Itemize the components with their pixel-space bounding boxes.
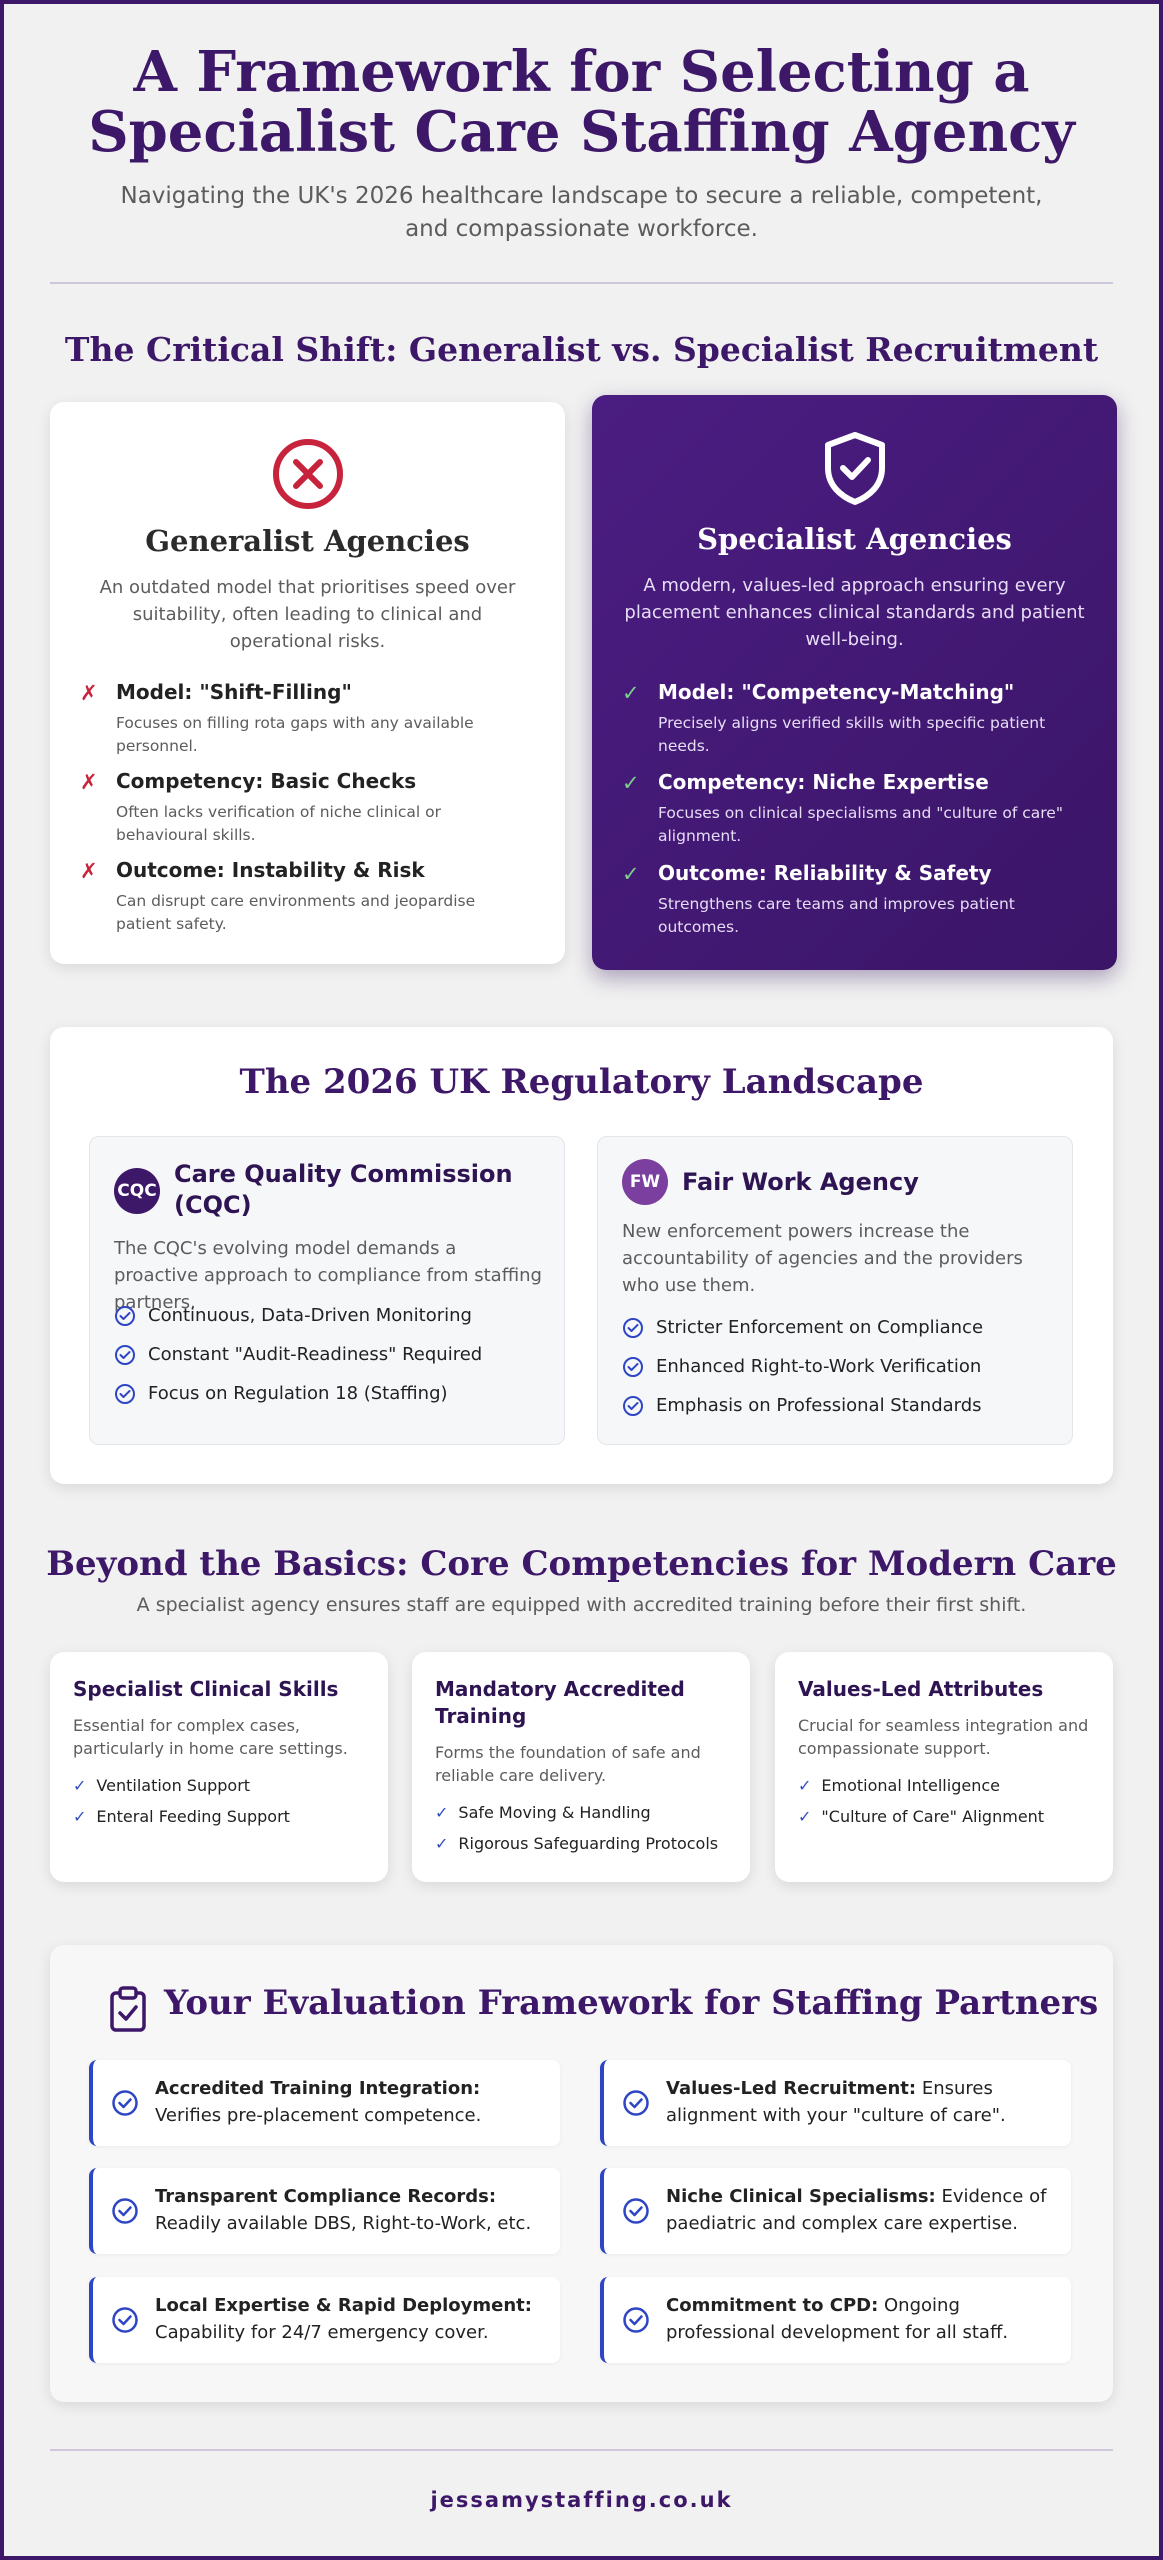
generalist-card — [50, 402, 565, 964]
feature-title: Model: "Shift-Filling" — [116, 680, 352, 704]
check-icon: ✓ — [73, 1807, 87, 1826]
cross-mark-icon: ✗ — [80, 681, 98, 705]
check-icon: ✓ — [73, 1776, 87, 1795]
evaluation-item: Local Expertise & Rapid Deployment: Capability for 24/7 emergency cover. — [89, 2277, 560, 2363]
check-circle-icon — [622, 2089, 650, 2117]
evaluation-section — [50, 1945, 1113, 2402]
divider — [50, 282, 1113, 284]
feature-title: Competency: Basic Checks — [116, 769, 417, 793]
evaluation-item: Values-Led Recruitment: Ensures alignment with your "culture of care". — [600, 2060, 1071, 2146]
evaluation-item: Commitment to CPD: Ongoing professional development for all staff. — [600, 2277, 1071, 2363]
feature-title: Competency: Niche Expertise — [658, 770, 989, 794]
competency-item: ✓ Ventilation Support — [73, 1776, 251, 1795]
fwa-description: New enforcement powers increase the accountability of agencies and the providers who use them. — [622, 1221, 1023, 1296]
feature-description: Can disrupt care environments and jeopardise patient safety. — [116, 892, 476, 933]
feature-description: Strengthens care teams and improves patient outcomes. — [658, 895, 1015, 936]
specialist-title: Specialist Agencies — [697, 522, 1012, 556]
x-circle-icon — [271, 437, 345, 515]
check-icon: ✓ — [798, 1807, 812, 1826]
check-circle-icon — [622, 1356, 644, 1378]
specialist-card — [592, 395, 1117, 970]
competency-card — [775, 1652, 1113, 1882]
competency-description: Essential for complex cases, particularly in home care settings. — [73, 1716, 348, 1758]
competency-item: ✓ Emotional Intelligence — [798, 1776, 1000, 1795]
cqc-panel: CQC Care Quality Commission (CQC) The CQC's evolving model demands a proactive approach to compliance from staffing partners. Continuous, Data-Driven Monitoring Constant "Audit-Readiness" Required Focus on Regulation 18 (Staffing) — [89, 1136, 565, 1445]
feature-description: Often lacks verification of niche clinical or behavioural skills. — [116, 803, 442, 844]
divider — [50, 2449, 1113, 2451]
check-icon: ✓ — [435, 1834, 449, 1853]
check-circle-icon — [111, 2089, 139, 2117]
check-circle-icon — [622, 2197, 650, 2225]
feature-description: Focuses on filling rota gaps with any available personnel. — [116, 714, 474, 755]
regulatory-section — [50, 1027, 1113, 1484]
fwa-badge: FW — [622, 1159, 668, 1205]
check-mark-icon: ✓ — [622, 681, 640, 705]
clipboard-check-icon — [108, 1985, 148, 2037]
feature-description: Focuses on clinical specialisms and "culture of care" alignment. — [658, 804, 1063, 845]
feature-title: Outcome: Reliability & Safety — [658, 861, 992, 885]
regulatory-title: The 2026 UK Regulatory Landscape — [239, 1062, 924, 1102]
cqc-badge: CQC — [114, 1168, 160, 1214]
competency-card — [412, 1652, 750, 1882]
cqc-name: Care Quality Commission (CQC) — [174, 1160, 513, 1219]
feature-description: Precisely aligns verified skills with specific patient needs. — [658, 714, 1046, 755]
check-circle-icon — [111, 2306, 139, 2334]
competency-item: ✓ Enteral Feeding Support — [73, 1807, 290, 1826]
shift-section-title: The Critical Shift: Generalist vs. Specialist Recruitment — [64, 330, 1099, 369]
evaluation-item: Transparent Compliance Records: Readily available DBS, Right-to-Work, etc. — [89, 2168, 560, 2254]
competency-description: Forms the foundation of safe and reliable care delivery. — [435, 1743, 701, 1785]
competencies-title: Beyond the Basics: Core Competencies for Modern Care — [46, 1544, 1117, 1584]
check-circle-icon — [111, 2197, 139, 2225]
competency-card — [50, 1652, 388, 1882]
page-title: A Framework for Selecting a Specialist Care Staffing Agency — [88, 39, 1075, 165]
feature-title: Outcome: Instability & Risk — [116, 858, 425, 882]
shield-check-icon — [822, 430, 888, 510]
feature-title: Model: "Competency-Matching" — [658, 680, 1015, 704]
generalist-title: Generalist Agencies — [145, 524, 470, 558]
check-icon: ✓ — [798, 1776, 812, 1795]
check-mark-icon: ✓ — [622, 771, 640, 795]
competency-item: ✓ Rigorous Safeguarding Protocols — [435, 1834, 719, 1853]
competency-title: Mandatory Accredited Training — [435, 1677, 685, 1728]
evaluation-item: Niche Clinical Specialisms: Evidence of paediatric and complex care expertise. — [600, 2168, 1071, 2254]
generalist-description: An outdated model that prioritises speed over suitability, often leading to clinical and operational risks. — [99, 577, 516, 652]
check-circle-icon — [114, 1305, 136, 1327]
check-circle-icon — [622, 1395, 644, 1417]
cross-mark-icon: ✗ — [80, 770, 98, 794]
competencies-subtitle: A specialist agency ensures staff are equipped with accredited training before their first shift. — [136, 1594, 1027, 1616]
check-mark-icon: ✓ — [622, 862, 640, 886]
competency-description: Crucial for seamless integration and compassionate support. — [798, 1716, 1089, 1758]
cqc-description: The CQC's evolving model demands a proactive approach to compliance from staffing partners. — [114, 1238, 542, 1313]
competency-item: ✓ Safe Moving & Handling — [435, 1803, 651, 1822]
evaluation-title: Your Evaluation Framework for Staffing Partners — [164, 1983, 1099, 2023]
footer-website-link[interactable]: jessamystaffing.co.uk — [430, 2488, 733, 2512]
competency-title: Values-Led Attributes — [798, 1677, 1044, 1701]
fwa-name: Fair Work Agency — [682, 1168, 919, 1196]
competency-item: ✓ "Culture of Care" Alignment — [798, 1807, 1045, 1826]
check-circle-icon — [622, 2306, 650, 2334]
check-circle-icon — [114, 1383, 136, 1405]
cross-mark-icon: ✗ — [80, 859, 98, 883]
page-subtitle: Navigating the UK's 2026 healthcare landscape to secure a reliable, competent, and compassionate workforce. — [120, 183, 1043, 242]
specialist-description: A modern, values-led approach ensuring every placement enhances clinical standards and patient well-being. — [624, 575, 1085, 650]
check-circle-icon — [114, 1344, 136, 1366]
evaluation-item: Accredited Training Integration: Verifies pre-placement competence. — [89, 2060, 560, 2146]
competency-title: Specialist Clinical Skills — [73, 1677, 339, 1701]
check-icon: ✓ — [435, 1803, 449, 1822]
check-circle-icon — [622, 1317, 644, 1339]
fwa-panel: FW Fair Work Agency New enforcement powers increase the accountability of agencies and the providers who use them. Stricter Enforcement on Compliance Enhanced Right-to-Work Verification Emphasis on Professional Standards — [597, 1136, 1073, 1445]
